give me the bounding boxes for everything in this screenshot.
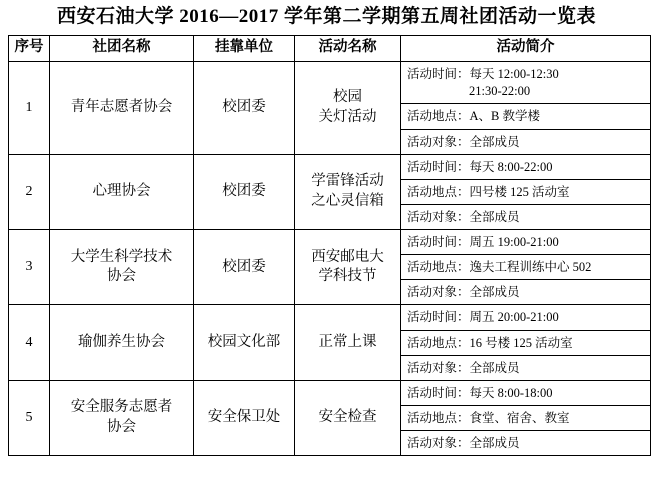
activity-place-label: 活动地点： (407, 184, 470, 199)
activity-time-cell (401, 230, 650, 255)
table-row (9, 61, 651, 154)
column-header-activity-name: 活动名称 (295, 35, 401, 61)
activity-info-time-row (401, 230, 650, 255)
affiliated-unit: 校团委 (194, 154, 295, 229)
column-header-activity-info: 活动简介 (401, 35, 651, 61)
activity-info-place-row (401, 330, 650, 355)
activity-name-line2: 之心灵信箱 (311, 192, 384, 209)
affiliated-unit: 校园文化部 (194, 305, 295, 380)
activity-time-value: 每天 12:00-12:30 (469, 66, 559, 81)
activity-name: 安全检查 (295, 380, 401, 455)
activity-info (401, 61, 651, 154)
activity-info-place-row (401, 104, 650, 129)
activity-info-table (401, 155, 650, 229)
activity-name (295, 230, 401, 305)
table-row (9, 380, 651, 455)
activity-target-value: 全部成员 (469, 209, 520, 224)
activity-info-table (401, 381, 650, 455)
row-number: 5 (9, 380, 50, 455)
activity-place-value: 食堂、宿舍、教室 (469, 410, 570, 425)
activity-time-cell (401, 305, 650, 330)
table-row (9, 305, 651, 380)
activity-info-place-row (401, 179, 650, 204)
column-header-no: 序号 (9, 35, 50, 61)
club-name-line2: 协会 (107, 268, 136, 285)
activity-place-label: 活动地点： (407, 410, 470, 425)
club-name-line1: 大学生科学技术 (70, 248, 173, 265)
activity-target-cell (401, 280, 650, 305)
activity-info-target-row (401, 280, 650, 305)
row-number: 4 (9, 305, 50, 380)
activity-place-value: 16 号楼 125 活动室 (469, 335, 573, 350)
activity-info-target-row (401, 204, 650, 229)
page-title: 西安石油大学 2016—2017 学年第二学期第五周社团活动一览表 (56, 6, 596, 27)
club-name (50, 380, 194, 455)
activity-info (401, 305, 651, 380)
activity-name-line1: 校园 (333, 89, 362, 106)
activity-place-label: 活动地点： (407, 260, 470, 275)
activity-time-label: 活动时间： (407, 159, 470, 174)
activity-info-place-row (401, 405, 650, 430)
table-header-row (9, 35, 651, 61)
activity-info-table (401, 230, 650, 304)
activity-info-target-row (401, 431, 650, 456)
activity-info-target-row (401, 129, 650, 154)
activity-time-label: 活动时间： (407, 66, 470, 81)
activity-target-label: 活动对象： (407, 360, 470, 375)
activity-info-time-row (401, 62, 650, 104)
activity-time-cell (401, 381, 650, 406)
activity-time-value: 周五 20:00-21:00 (469, 310, 559, 325)
activity-name-line1: 学雷锋活动 (311, 173, 384, 190)
activity-target-value: 全部成员 (469, 285, 520, 300)
row-number: 3 (9, 230, 50, 305)
club-name-line1: 安全服务志愿者 (70, 399, 173, 416)
table-row (9, 230, 651, 305)
affiliated-unit: 安全保卫处 (194, 380, 295, 455)
activity-target-cell (401, 129, 650, 154)
column-header-club-name: 社团名称 (50, 35, 194, 61)
activity-info-table (401, 305, 650, 379)
activity-target-cell (401, 355, 650, 380)
activity-time-cell (401, 62, 650, 104)
activity-info-time-row (401, 155, 650, 180)
table-row (9, 154, 651, 229)
club-name: 瑜伽养生协会 (50, 305, 194, 380)
activity-name: 正常上课 (295, 305, 401, 380)
activity-place-value: 逸夫工程训练中心 502 (469, 260, 592, 275)
activity-target-label: 活动对象： (407, 436, 470, 451)
activity-info-place-row (401, 255, 650, 280)
club-name-line2: 协会 (107, 419, 136, 436)
club-name: 青年志愿者协会 (50, 61, 194, 154)
activity-target-cell (401, 431, 650, 456)
activity-place-value: 四号楼 125 活动室 (469, 184, 570, 199)
activity-place-label: 活动地点： (407, 335, 470, 350)
club-name: 心理协会 (50, 154, 194, 229)
activity-name (295, 154, 401, 229)
activity-target-value: 全部成员 (469, 134, 520, 149)
activity-time-cell (401, 155, 650, 180)
activity-place-label: 活动地点： (407, 109, 470, 124)
activity-place-value: A、B 教学楼 (469, 109, 541, 124)
activity-time-value: 每天 8:00-18:00 (469, 385, 553, 400)
activity-place-cell (401, 330, 650, 355)
activity-name-line1: 西安邮电大 (311, 248, 384, 265)
activity-info-time-row (401, 381, 650, 406)
activity-info-table (401, 62, 650, 154)
activity-place-cell (401, 179, 650, 204)
activity-info-time-row (401, 305, 650, 330)
affiliated-unit: 校团委 (194, 61, 295, 154)
activity-place-cell (401, 255, 650, 280)
column-header-affiliated-unit: 挂靠单位 (194, 35, 295, 61)
activity-target-label: 活动对象： (407, 134, 470, 149)
activity-target-label: 活动对象： (407, 285, 470, 300)
activity-time-value: 周五 19:00-21:00 (469, 235, 559, 250)
activity-name (295, 61, 401, 154)
activity-name-line2: 关灯活动 (318, 108, 377, 125)
activity-info (401, 230, 651, 305)
activity-time-label: 活动时间： (407, 310, 470, 325)
activity-time-value-line2: 21:30-22:00 (469, 83, 531, 98)
activity-time-label: 活动时间： (407, 385, 470, 400)
row-number: 1 (9, 61, 50, 154)
activity-info (401, 154, 651, 229)
activity-target-label: 活动对象： (407, 209, 470, 224)
activity-target-value: 全部成员 (469, 360, 520, 375)
activity-time-value: 每天 8:00-22:00 (469, 159, 553, 174)
activity-time-label: 活动时间： (407, 235, 470, 250)
activity-target-value: 全部成员 (469, 436, 520, 451)
affiliated-unit: 校团委 (194, 230, 295, 305)
activity-target-cell (401, 204, 650, 229)
club-name (50, 230, 194, 305)
row-number: 2 (9, 154, 50, 229)
club-activity-table (8, 35, 651, 456)
activity-name-line2: 学科技节 (318, 268, 377, 285)
activity-place-cell (401, 405, 650, 430)
activity-place-cell (401, 104, 650, 129)
activity-info (401, 380, 651, 455)
activity-info-target-row (401, 355, 650, 380)
